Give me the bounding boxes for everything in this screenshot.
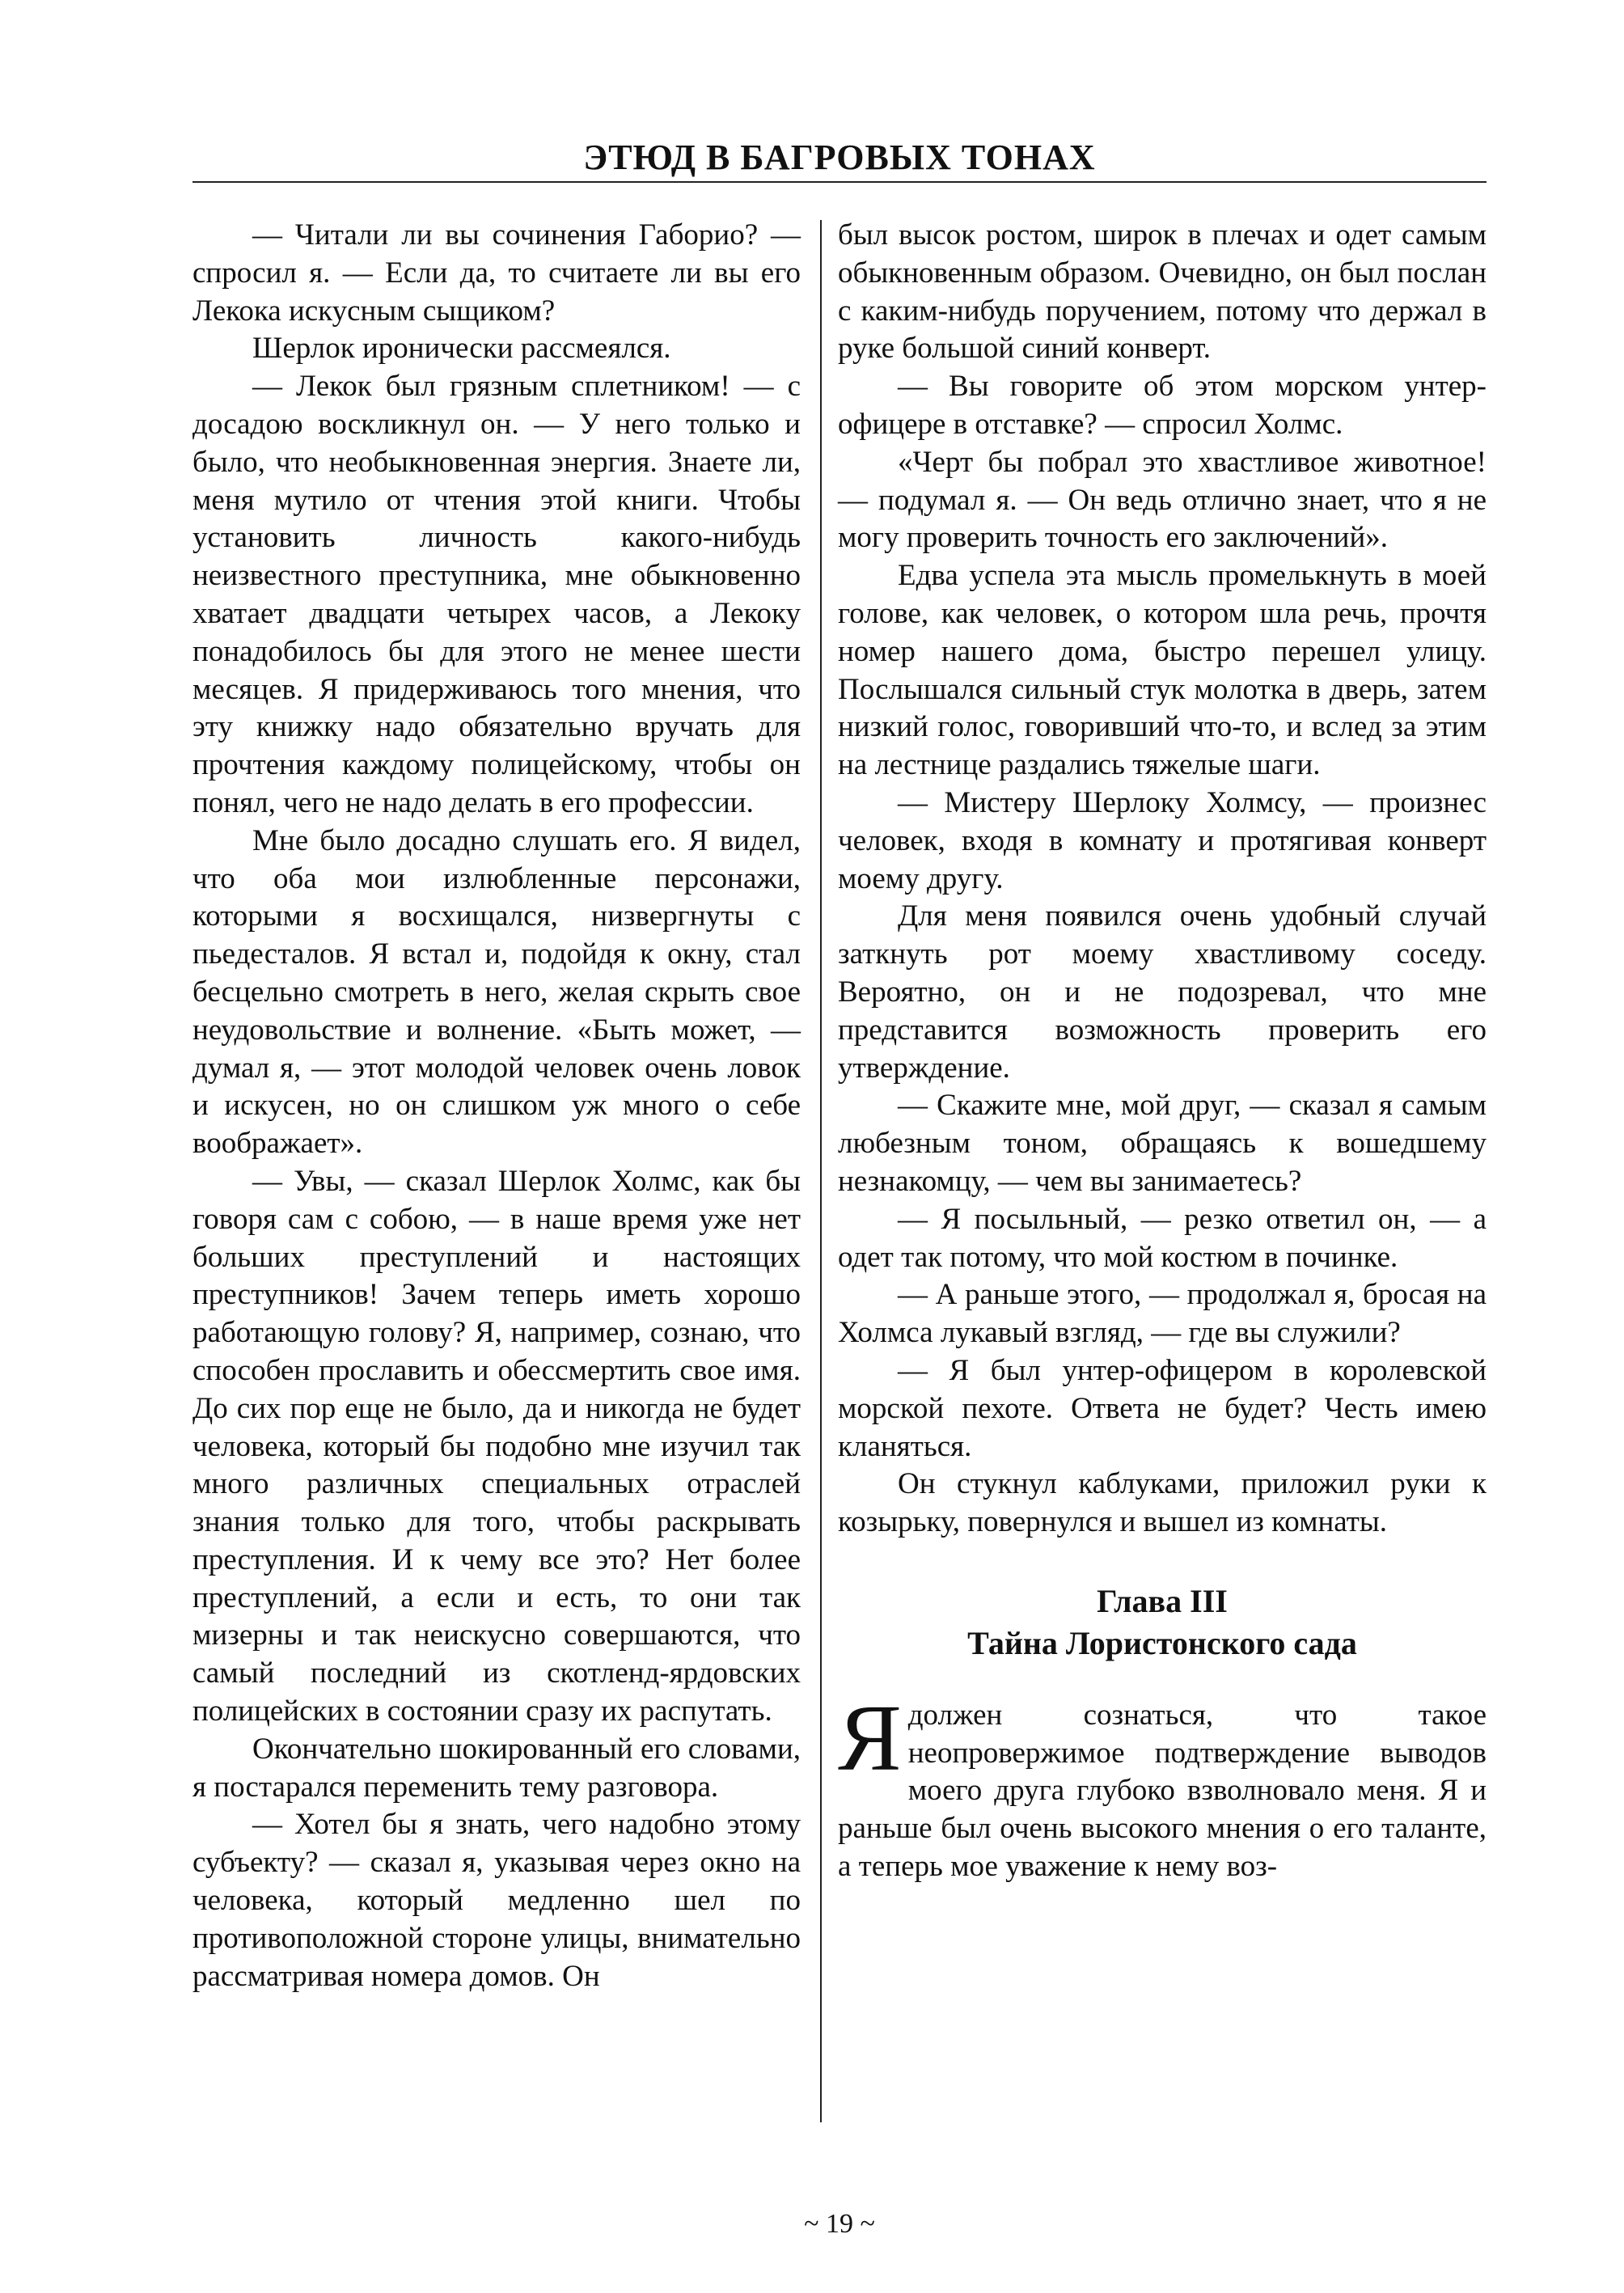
paragraph: — Вы говорите об этом морском унтер-офицере в отставке? — спросил Холмс. (838, 370, 1487, 441)
chapter-number: Глава III (1097, 1582, 1228, 1619)
paragraph: — Хотел бы я знать, чего надобно этому субъекту? — сказал я, указывая через окно на человека, который медленно шел по противоположной стороне улицы, внимательно рассматривая номера домов. Он (192, 1808, 801, 1993)
paragraph: Окончательно шокированный его словами, я постарался переменить тему разговора. (192, 1732, 801, 1804)
paragraph: «Черт бы побрал это хвастливое животное! — подумал я. — Он ведь отлично знает, что я не могу проверить точность его заключений». (838, 445, 1487, 555)
column-divider (820, 220, 822, 2122)
drop-cap: Я (838, 1684, 902, 1791)
paragraph: Шерлок иронически рассмеялся. (252, 332, 671, 366)
page-number: ~ 19 ~ (804, 2209, 875, 2239)
running-title: ЭТЮД В БАГРОВЫХ ТОНАХ (583, 137, 1096, 177)
paragraph: Он стукнул каблуками, приложил руки к козырьку, повернулся и вышел из комнаты. (838, 1467, 1487, 1539)
chapter-first-paragraph (838, 1684, 1487, 1886)
paragraph: Едва успела эта мысль промелькнуть в моей голове, как человек, о котором шла речь, прочтя номер нашего дома, быстро перешел улицу. Послышался сильный стук молотка в дверь, затем низкий голос, говоривший что-то, и вслед за этим на лестнице раздались тяжелые шаги. (838, 559, 1487, 782)
paragraph: был высок ростом, широк в плечах и одет самым обыкновенным образом. Очевидно, он был послан с каким-нибудь поручением, потому что держал в руке большой синий конверт. (838, 218, 1487, 366)
chapter-title: Тайна Лористонского сада (967, 1624, 1357, 1661)
paragraph: — Увы, — сказал Шерлок Холмс, как бы говоря сам с собою, — в наше время уже нет больших преступлений и настоящих преступников! Зачем теперь иметь хорошо работающую голову? Я, например, сознаю, что способен прославить и обессмертить свое имя. До сих пор еще не было, да и никогда не будет человека, который бы подобно мне изучил так много различных специальных отраслей знания только для того, чтобы раскрывать преступления. И к чему все это? Нет более преступлений, а если и есть, то они так мизерны и так неискусно совершаются, что самый последний из скотленд-ярдовских полицейских в состоянии сразу их распутать. (192, 1164, 801, 1728)
paragraph: — Скажите мне, мой друг, — сказал я самым любезным тоном, обращаясь к вошедшему незнакомцу, — чем вы занимаетесь? (838, 1089, 1487, 1198)
chapter-first-paragraph-text: должен сознаться, что такое неопровержимое подтверждение выводов моего друга глубоко взволновало меня. Я и раньше был очень высокого мнения о его таланте, а теперь мое уважение к нему воз- (838, 1698, 1487, 1884)
left-column (192, 217, 801, 1995)
paragraph: — Лекок был грязным сплетником! — с досадою воскликнул он. — У него только и было, что необыкновенная энергия. Знаете ли, меня мутило от чтения этой книги. Чтобы установить личность какого-нибудь неизвестного преступника, мне обыкновенно хватает двадцати четырех часов, а Лекоку понадобилось бы для этого не менее шести месяцев. Я придерживаюсь того мнения, что эту книжку надо обязательно вручать для прочтения каждому полицейскому, чтобы он понял, чего не надо делать в его профессии. (192, 370, 801, 819)
paragraph: — Я был унтер-офицером в королевской морской пехоте. Ответа не будет? Честь имею кланяться. (838, 1353, 1487, 1463)
paragraph: — А раньше этого, — продолжал я, бросая на Холмса лукавый взгляд, — где вы служили? (838, 1278, 1487, 1350)
paragraph: — Мистеру Шерлоку Холмсу, — произнес человек, входя в комнату и протягивая конверт моему другу. (838, 785, 1487, 895)
right-column (838, 217, 1487, 1886)
paragraph: — Я посыльный, — резко ответил он, — а одет так потому, что мой костюм в починке. (838, 1202, 1487, 1274)
header-rule (192, 181, 1487, 183)
paragraph: — Читали ли вы сочинения Габорио? — спросил я. — Если да, то считаете ли вы его Лекока искусным сыщиком? (192, 218, 801, 328)
paragraph: Для меня появился очень удобный случай заткнуть рот моему хвастливому соседу. Вероятно, он и не подозревал, что мне представится возможность проверить его утверждение. (838, 899, 1487, 1085)
chapter-heading (838, 1580, 1487, 1665)
paragraph: Мне было досадно слушать его. Я видел, что оба мои излюбленные персонажи, которыми я восхищался, низвергнуты с пьедесталов. Я встал и, подойдя к окну, стал бесцельно смотреть в него, желая скрыть свое неудовольствие и волнение. «Быть может, — думал я, — этот молодой человек очень ловок и искусен, но он слишком уж много о себе воображает». (192, 823, 801, 1161)
